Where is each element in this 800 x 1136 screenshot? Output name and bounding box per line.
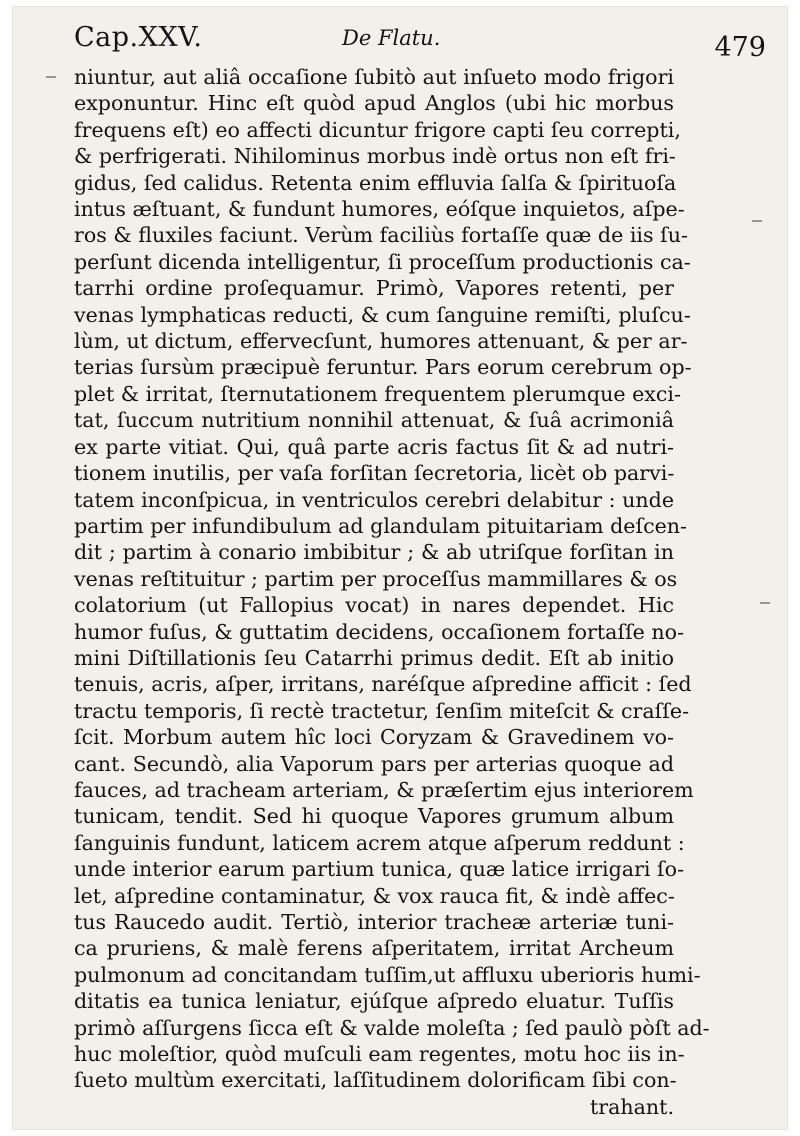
text-line: plet & irritat, ſternutationem frequentem plerumque exci- [74, 381, 681, 406]
text-line: partim per infundibulum ad glandulam pituitariam deſcen- [74, 513, 688, 538]
book-page [12, 6, 788, 1130]
text-line: ſueto multùm exercitati, laſſitudinem dolorificam ſibi con- [74, 1068, 677, 1093]
margin-mark [752, 220, 762, 222]
page-header [12, 20, 788, 63]
text-line: colatorium (ut Fallopius vocat) in nares dependet. Hic [74, 593, 674, 618]
text-line: intus æſtuant, & fundunt humores, eóſque inquietos, aſpe- [74, 197, 685, 222]
text-line: venas lymphaticas reducti, & cum ſanguine remiſti, pluſcu- [74, 302, 691, 327]
page-number: 479 [714, 32, 766, 63]
margin-mark [46, 76, 56, 78]
margin-mark [760, 602, 770, 604]
text-line: tenuis, acris, aſper, irritans, naréſque aſpredine afficit : ſed [74, 672, 692, 697]
text-line: primò aſſurgens ſicca eſt & valde moleſta ; ſed paulò pòſt ad- [74, 1015, 710, 1040]
text-line: gidus, ſed calidus. Retenta enim effluvia ſalſa & ſpirituoſa [74, 170, 677, 195]
running-title: De Flatu. [342, 26, 441, 50]
text-line: niuntur, aut aliâ occaſione ſubitò aut inſueto modo frigori [74, 65, 674, 89]
text-line: frequens eſt) eo affecti dicuntur frigore capti ſeu correpti, [74, 117, 681, 142]
text-line: terias ſursùm præcipuè feruntur. Pars eorum cerebrum op- [74, 355, 692, 380]
text-line: let, aſpredine contaminatur, & vox rauca fit, & indè affec- [74, 883, 675, 908]
text-line: tionem inutilis, per vaſa forſitan ſecretoria, licèt ob parvi- [74, 461, 675, 486]
chapter-heading: Cap.XXV. [74, 22, 203, 53]
text-line: mini Diſtillationis ſeu Catarrhi primus dedit. Eſt ab initio [74, 645, 674, 670]
text-line: venas reſtituitur ; partim per proceſſus mammillares & os [74, 566, 678, 591]
text-line: humor fuſus, & guttatim decidens, occaſionem fortaſſe no- [74, 619, 685, 644]
text-line: ſcit. Morbum autem hîc loci Coryzam & Gravedinem vo- [74, 725, 674, 750]
text-line: unde interior earum partium tunica, quæ latice irrigari ſo- [74, 857, 685, 882]
text-line: lùm, ut dictum, effervecſunt, humores attenuant, & per ar- [74, 329, 688, 354]
text-line: tractu temporis, ſi rectè tractetur, ſenſim miteſcit & craſſe- [74, 698, 690, 723]
body-text [74, 64, 710, 1120]
catchword: trahant. [589, 1094, 674, 1119]
text-line: tunicam, tendit. Sed hi quoque Vapores grumum album [74, 804, 674, 829]
text-line: exponuntur. Hinc eſt quòd apud Anglos (ubi hic morbus [74, 91, 674, 116]
text-line: ſanguinis fundunt, laticem acrem atque aſperum reddunt : [74, 830, 685, 855]
text-line: pulmonum ad concitandam tuſſim,ut affluxu uberioris humi- [74, 962, 701, 987]
text-line: ex parte vitiat. Qui, quâ parte acris factus ſit & ad nutri- [74, 434, 674, 459]
text-line: & perfrigerati. Nihilominus morbus indè ortus non eſt fri- [74, 144, 676, 169]
text-line: huc moleſtior, quòd muſculi eam regentes, motu hoc iis in- [74, 1042, 685, 1067]
text-line: tat, ſuccum nutritium nonnihil attenuat, & ſuâ acrimoniâ [74, 408, 674, 433]
text-line: fauces, ad tracheam arteriam, & præſertim ejus interiorem [74, 777, 694, 802]
text-line: cant. Secundò, alia Vaporum pars per arterias quoque ad [74, 751, 674, 776]
text-line: ros & fluxiles faciunt. Verùm faciliùs fortaſſe quæ de iis ſu- [74, 223, 688, 248]
text-line: perſunt dicenda intelligentur, ſi proceſſum productionis ca- [74, 249, 691, 274]
text-line: tus Raucedo audit. Tertiò, interior tracheæ arteriæ tuni- [74, 910, 674, 934]
text-line: dit ; partim à conario imbibitur ; & ab utriſque forſitan in [74, 540, 674, 565]
text-line: tarrhi ordine proſequamur. Primò, Vapores retenti, per [74, 276, 674, 301]
text-line: ditatis ea tunica leniatur, ejúſque aſpredo eluatur. Tuſſis [74, 989, 674, 1014]
text-line: ca pruriens, & malè ferens aſperitatem, irritat Archeum [74, 936, 674, 961]
text-line: tatem inconſpicua, in ventriculos cerebri delabitur : unde [74, 487, 675, 512]
